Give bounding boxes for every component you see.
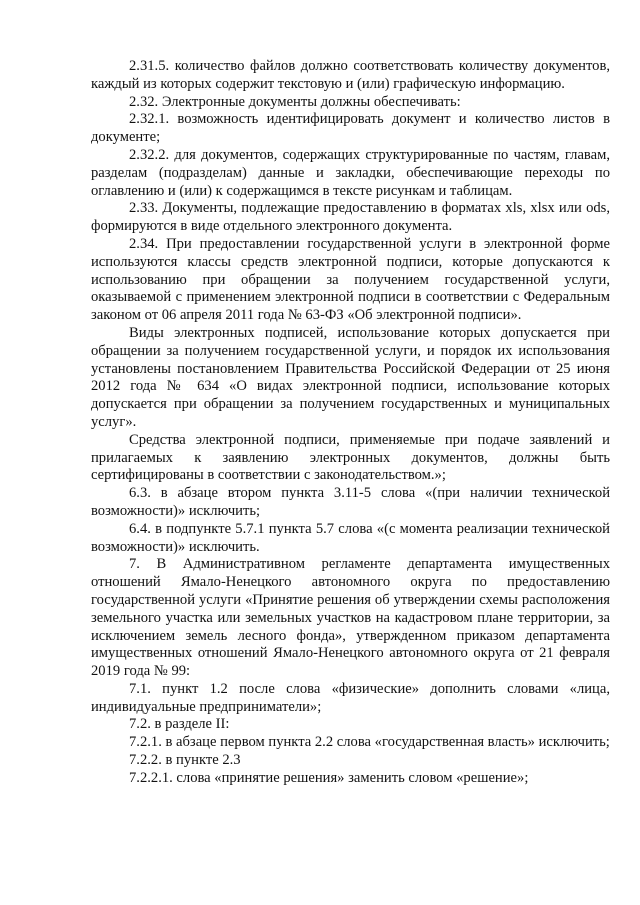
paragraph-7-2-1: 7.2.1. в абзаце первом пункта 2.2 слова «государственная власть» исключить; [129, 734, 610, 751]
document-page [91, 58, 610, 788]
paragraph-6-3: 6.3. в абзаце втором пункта 3.11-5 слова «(при наличии технической возможности)» исключить; [91, 485, 610, 519]
paragraph-2-32-1: 2.32.1. возможность идентифицировать документ и количество листов в документе; [91, 111, 610, 146]
paragraph-7-2-2-1: 7.2.2.1. слова «принятие решения» заменить словом «решение»; [129, 769, 529, 786]
paragraph-2-33: 2.33. Документы, подлежащие предоставлению в форматах xls, xlsx или ods, формируются в виде отдельного электронного документа. [91, 200, 610, 235]
paragraph-2-34: 2.34. При предоставлении государственной услуги в электронной форме используются классы средств электронной подписи, которые допускаются к использованию при обращении за получением государственной услуги, оказываемой с применением электронной подписи в соответствии с Федеральным законом от 06 апреля 2011 года № 63-ФЗ «Об электронной подписи». [91, 235, 610, 324]
paragraph-7-1: 7.1. пункт 1.2 после слова «физические» дополнить словами «лица, индивидуальные предприниматели»; [91, 680, 610, 715]
paragraph-2-32: 2.32. Электронные документы должны обеспечивать: [129, 93, 461, 110]
paragraph-7-2-2: 7.2.2. в пункте 2.3 [129, 752, 241, 769]
paragraph-7: 7. В Административном регламенте департамента имущественных отношений Ямало-Ненецкого автономного округа по предоставлению государственной услуги «Принятие решения об утверждении схемы расположения земельного участка или земельных участков на кадастровом плане территории, за исключением земель лесного фонда», утвержденном приказом департамента имущественных отношений Ямало-Ненецкого автономного округа от 21 февраля 2019 года № 99: [91, 556, 610, 680]
paragraph-2-32-2: 2.32.2. для документов, содержащих структурированные по частям, главам, разделам (подразделам) данные и закладки, обеспечивающие переходы по оглавлению и (или) к содержащимся в тексте рисункам и таблицам. [91, 146, 610, 199]
paragraph-signature-tools: Средства электронной подписи, применяемые при подаче заявлений и прилагаемых к заявлению электронных документов, должны быть сертифицированы в соответствии с законодательством.»; [91, 431, 610, 484]
paragraph-6-4: 6.4. в подпункте 5.7.1 пункта 5.7 слова «(с момента реализации технической возможности)» исключить. [91, 520, 610, 555]
paragraph-2-31-5: 2.31.5. количество файлов должно соответствовать количеству документов, каждый из которых содержит текстовую и (или) графическую информацию. [91, 58, 610, 92]
paragraph-7-2: 7.2. в разделе II: [129, 716, 230, 733]
paragraph-signature-types: Виды электронных подписей, использование которых допускается при обращении за получением государственной услуги, и порядок их использования установлены постановлением Правительства Российской Федерации от 25 июня 2012 года № 634 «О видах электронной подписи, использование которых допускается при обращении за получением государственных и муниципальных услуг». [91, 324, 610, 430]
